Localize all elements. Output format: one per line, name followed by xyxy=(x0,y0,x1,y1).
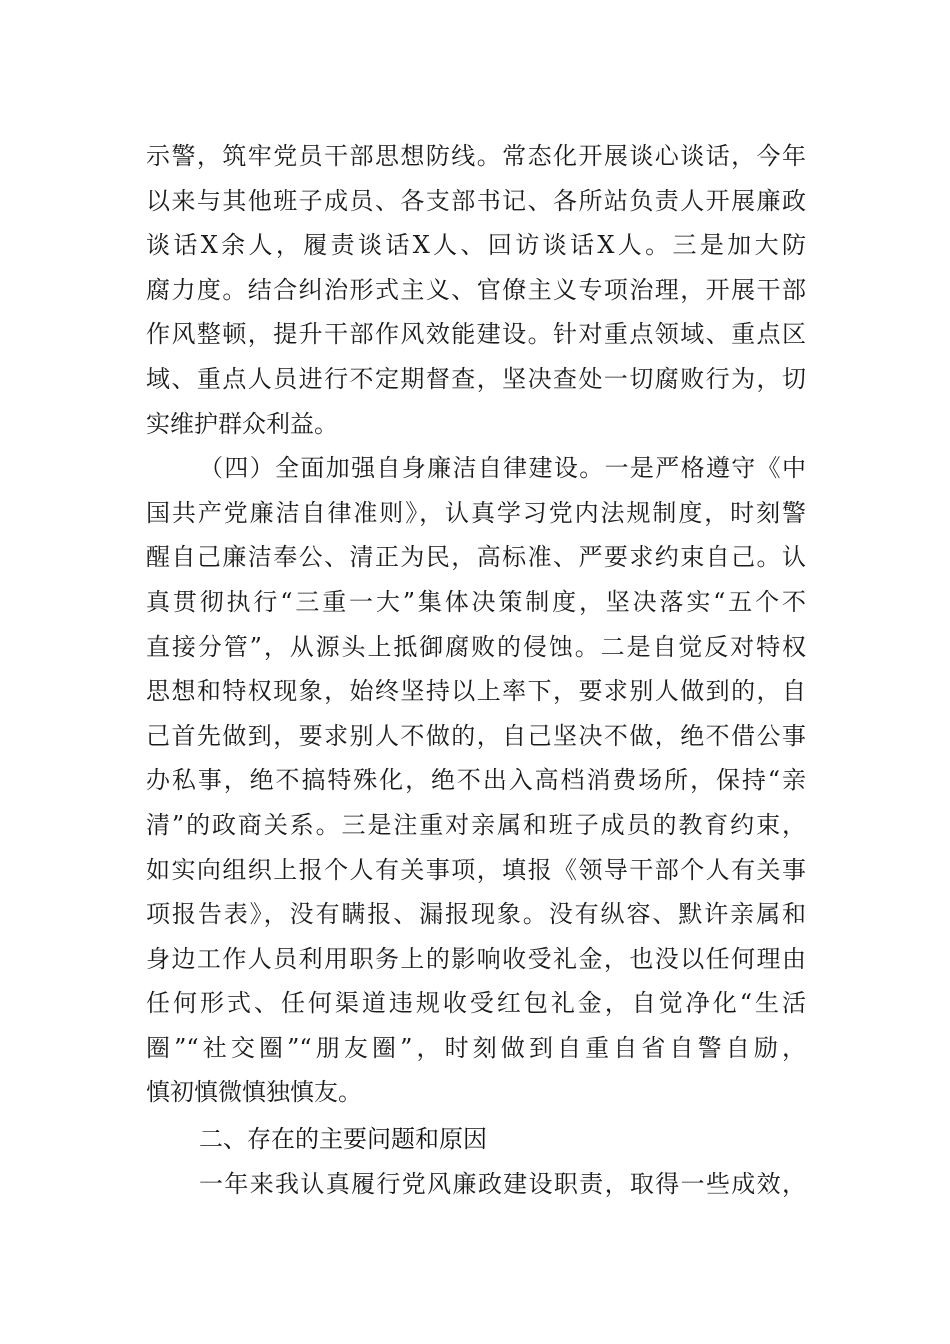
text-line: 思想和特权现象，始终坚持以上率下，要求别人做到的，自 xyxy=(146,677,806,706)
text-line: 示警，筑牢党员干部思想防线。常态化开展谈心谈话，今年 xyxy=(146,142,806,170)
text-line: 项报告表》，没有瞒报、漏报现象。没有纵容、默许亲属和 xyxy=(146,900,806,929)
text-line: 国共产党廉洁自律准则》，认真学习党内法规制度，时刻警 xyxy=(146,498,806,527)
text-line: 清”的政商关系。三是注重对亲属和班子成员的教育约束， xyxy=(146,810,806,839)
paragraph-four xyxy=(146,446,806,1115)
text-line: 谈话X余人，履责谈话X人、回访谈话X人。三是加大防 xyxy=(146,231,806,260)
text-line: 任何形式、任何渠道违规收受红包礼金，自觉净化“生活 xyxy=(146,989,806,1018)
text-line: 实维护群众利益。 xyxy=(146,409,338,438)
text-line: 作风整顿，提升干部作风效能建设。针对重点领域、重点区 xyxy=(146,320,806,349)
text-line: 腐力度。结合纠治形式主义、官僚主义专项治理，开展干部 xyxy=(146,275,806,304)
text-line: 真贯彻执行“三重一大”集体决策制度，坚决落实“五个不 xyxy=(146,587,806,616)
text-line: 己首先做到，要求别人不做的，自己坚决不做，绝不借公事 xyxy=(146,721,806,750)
text-line: 身边工作人员利用职务上的影响收受礼金，也没以任何理由 xyxy=(146,944,806,973)
document-body xyxy=(146,134,806,1115)
text-line: （四）全面加强自身廉洁自律建设。一是严格遵守《中 xyxy=(199,454,806,483)
text-line: 醒自己廉洁奉公、清正为民，高标准、严要求约束自己。认 xyxy=(146,543,806,572)
text-line: 慎初慎微慎独慎友。 xyxy=(146,1078,362,1107)
text-line: 如实向组织上报个人有关事项，填报《领导干部个人有关事 xyxy=(146,855,806,884)
section-first-line: 一年来我认真履行党风廉政建设职责，取得一些成效， xyxy=(199,1170,806,1198)
text-line: 域、重点人员进行不定期督查，坚决查处一切腐败行为，切 xyxy=(146,364,806,393)
text-line: 办私事，绝不搞特殊化，绝不出入高档消费场所，保持“亲 xyxy=(146,766,806,795)
text-line: 直接分管”，从源头上抵御腐败的侵蚀。二是自觉反对特权 xyxy=(146,632,806,661)
section-heading: 二、存在的主要问题和原因 xyxy=(199,1125,487,1153)
text-line: 圈”“社交圈”“朋友圈”，时刻做到自重自省自警自励， xyxy=(146,1033,806,1062)
text-line: 以来与其他班子成员、各支部书记、各所站负责人开展廉政 xyxy=(146,186,806,215)
paragraph-continued xyxy=(146,134,806,446)
